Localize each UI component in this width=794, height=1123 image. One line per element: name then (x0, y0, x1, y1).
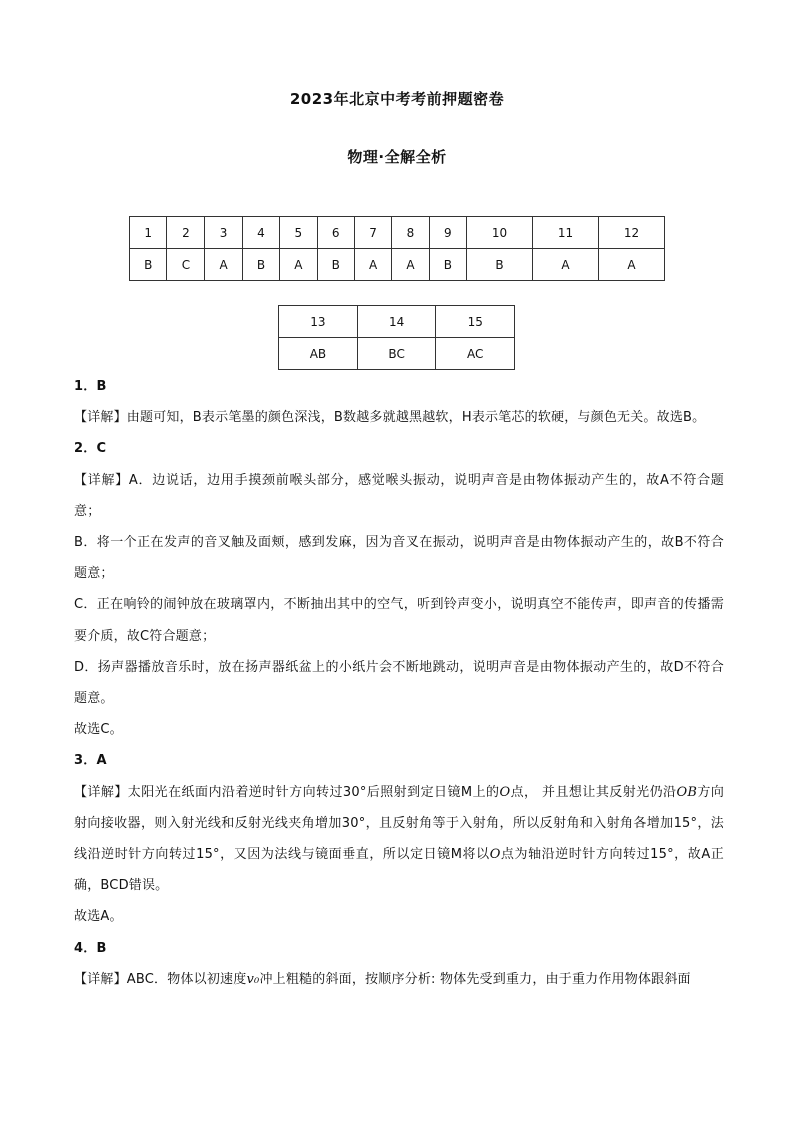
question-2-option-a: 【详解】A．边说话，边用手摸颈前喉头部分，感觉喉头振动，说明声音是由物体振动产生的，故A不符合题意； (74, 472, 724, 519)
question-2-heading: 2．C (74, 441, 107, 457)
answer-cell: B (429, 249, 466, 281)
question-1-detail: 【详解】由题可知，B表示笔墨的颜色深浅，B数越多就越黑越软，H表示笔芯的软硬，与颜色无关。故选B。 (74, 410, 706, 426)
question-3-text-4: 点为轴沿逆时针方向转过15°，故A正确，BCD错误。 (74, 847, 724, 894)
question-number-cell: 8 (392, 217, 429, 249)
answer-table-2 (278, 305, 515, 370)
answer-cell: AC (436, 338, 515, 370)
question-4-heading: 4．B (74, 940, 107, 956)
question-3-detail (74, 777, 724, 902)
answer-table-1 (129, 216, 665, 281)
answer-cell: A (205, 249, 242, 281)
question-4-text-2: 冲上粗糙的斜面，按顺序分析: 物体先受到重力，由于重力作用物体跟斜面 (259, 971, 691, 987)
solution-content (74, 371, 724, 995)
question-number-cell: 3 (205, 217, 242, 249)
answer-cell: AB (279, 338, 358, 370)
question-number-cell: 11 (533, 217, 599, 249)
question-3-text-1: 【详解】太阳光在纸面内沿着逆时针方向转过30°后照射到定日镜M上的 (74, 784, 500, 800)
answer-cell: A (280, 249, 317, 281)
initial-velocity-symbol: v₀ (246, 971, 260, 987)
question-number-cell: 2 (167, 217, 205, 249)
answer-cell: BC (357, 338, 436, 370)
question-number-cell: 7 (354, 217, 391, 249)
question-number-cell: 13 (279, 306, 358, 338)
question-3-text-3: 方向射向接收器，则入射光线和反射光线夹角增加30°，且反射角等于入射角，所以反射角和入射角各增加15°，法线沿逆时针方向转过15°，又因为法线与镜面垂直，所以定日镜M将以 (74, 784, 725, 863)
question-number-cell: 14 (357, 306, 436, 338)
answer-cell: C (167, 249, 205, 281)
answer-cell: B (467, 249, 533, 281)
question-number-cell: 5 (280, 217, 317, 249)
point-o-symbol: O (499, 784, 511, 800)
point-o-symbol: O (489, 847, 501, 863)
question-3-heading: 3．A (74, 753, 107, 769)
answer-cell: A (598, 249, 664, 281)
question-2-conclusion: 故选C。 (74, 722, 123, 738)
question-number-cell: 4 (242, 217, 279, 249)
question-number-cell: 10 (467, 217, 533, 249)
answer-cell: A (354, 249, 391, 281)
answer-cell: B (242, 249, 279, 281)
question-number-row (279, 306, 515, 338)
question-number-cell: 15 (436, 306, 515, 338)
question-2-option-d: D．扬声器播放音乐时，放在扬声器纸盆上的小纸片会不断地跳动，说明声音是由物体振动产生的，故D不符合题意。 (74, 659, 724, 707)
answer-cell: B (317, 249, 354, 281)
question-3-text-2: 点， 并且想让其反射光仍沿 (510, 784, 677, 800)
question-number-row (130, 217, 665, 249)
question-4-text-1: 【详解】ABC．物体以初速度 (74, 971, 247, 987)
document-title: 2023年北京中考考前押题密卷 (289, 90, 505, 108)
answer-cell: A (392, 249, 429, 281)
answer-cell: A (533, 249, 599, 281)
answer-row (130, 249, 665, 281)
answer-cell: B (130, 249, 167, 281)
question-number-cell: 1 (130, 217, 167, 249)
question-number-cell: 12 (598, 217, 664, 249)
question-3-conclusion: 故选A。 (74, 909, 123, 925)
question-number-cell: 6 (317, 217, 354, 249)
line-ob-symbol: OB (676, 784, 698, 800)
question-2-option-b: B．将一个正在发声的音叉触及面颊，感到发麻，因为音叉在振动，说明声音是由物体振动产生的，故B不符合题意； (74, 535, 724, 582)
question-number-cell: 9 (429, 217, 466, 249)
answer-row (279, 338, 515, 370)
question-2-option-c: C．正在响铃的闹钟放在玻璃罩内，不断抽出其中的空气，听到铃声变小，说明真空不能传声，即声音的传播需要介质，故C符合题意； (74, 597, 724, 644)
question-4-detail (74, 964, 724, 995)
document-subtitle: 物理·全解全析 (347, 148, 447, 166)
question-1-heading: 1．B (74, 379, 107, 394)
